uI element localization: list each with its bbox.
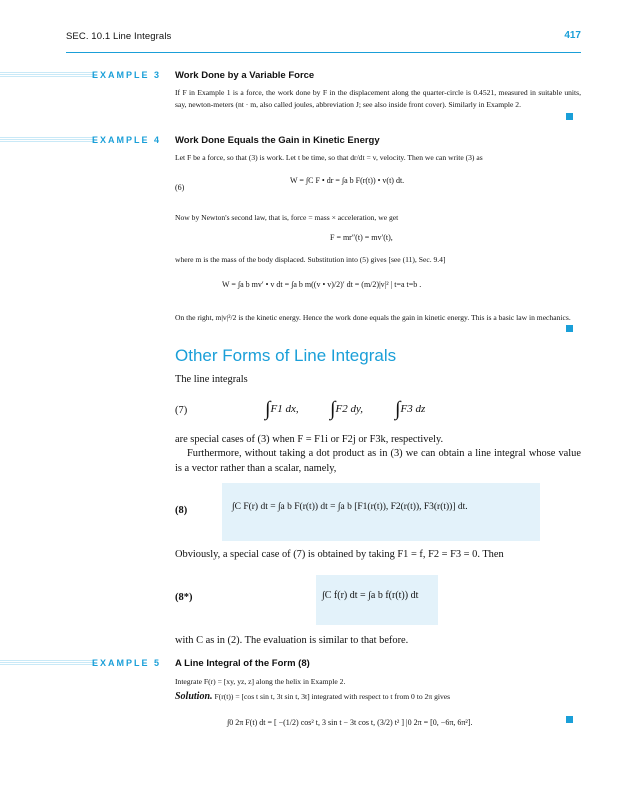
end-of-example-marker bbox=[566, 325, 573, 332]
example-5-solution bbox=[175, 691, 581, 703]
example-5 bbox=[0, 658, 639, 672]
example-rule bbox=[0, 72, 95, 77]
running-header bbox=[66, 28, 581, 44]
example-title: A Line Integral of the Form (8) bbox=[175, 658, 310, 669]
equation-8: ∫C F(r) dt = ∫a b F(r(t)) dt = ∫a b [F1(r(t)), F2(r(t)), F3(r(t))] dt. bbox=[232, 502, 468, 512]
example-4-text-2: Now by Newton's second law, that is, force = mass × acceleration, we get bbox=[175, 213, 399, 222]
eq7-term-c: F3 dz bbox=[400, 403, 426, 416]
equation-7c: ∫F3 dz bbox=[395, 398, 426, 420]
equation-7b: ∫F2 dy, bbox=[330, 398, 363, 420]
equation-number: (8*) bbox=[175, 592, 193, 603]
body-text-7: Obviously, a special case of (7) is obtained by taking F1 = f, F2 = F3 = 0. Then bbox=[175, 549, 504, 560]
example-label: EXAMPLE 3 bbox=[92, 70, 162, 80]
example-rule bbox=[0, 137, 95, 142]
equation-7a: ∫F1 dx, bbox=[265, 398, 299, 420]
example-4-text-4: On the right, m|v|²/2 is the kinetic energy. Hence the work done equals the gain in kinetic energy. This is a basic law in mechanics. bbox=[175, 313, 571, 322]
solution-text: F(r(t)) = [cos t sin t, 3t sin t, 3t] integrated with respect to t from 0 to 2π gives bbox=[214, 692, 451, 701]
example-3-text: If F in Example 1 is a force, the work done by F in the displacement along the quarter-circle is 0.4521, measured in suitable units, say, newton-meters (nt · m, also called joules, abbreviation J; see also inside front cover). Similarly in Example 2. bbox=[175, 88, 581, 109]
example-label: EXAMPLE 5 bbox=[92, 658, 162, 668]
eq7-term-b: F2 dy, bbox=[335, 403, 363, 416]
section-ref: SEC. 10.1 Line Integrals bbox=[66, 31, 172, 42]
result-equation: ∫0 2π F(t) dt = [ −(1/2) cos² t, 3 sin t − 3t cos t, (3/2) t² ] |0 2π = [0, −6π, 6π²]. bbox=[227, 718, 473, 727]
work-equation: W = ∫a b mv′ • v dt = ∫a b m((v • v)/2)′ dt = (m/2)|v|² | t=a t=b . bbox=[222, 280, 422, 289]
page-number: 417 bbox=[564, 30, 581, 41]
equation-6: W = ∫C F • dr = ∫a b F(r(t)) • v(t) dt. bbox=[290, 176, 405, 185]
example-4-text-3: where m is the mass of the body displaced. Substitution into (5) gives [see (11), Sec. 9.4] bbox=[175, 255, 446, 264]
end-of-example-marker bbox=[566, 716, 573, 723]
example-title: Work Done Equals the Gain in Kinetic Energy bbox=[175, 135, 380, 146]
solution-label: Solution. bbox=[175, 691, 213, 702]
example-rule bbox=[0, 660, 95, 665]
example-4 bbox=[0, 135, 639, 149]
body-text-6: Furthermore, without taking a dot product as in (3) we can obtain a line integral whose value is a vector rather than a scalar, namely, bbox=[175, 448, 581, 474]
section-title: Other Forms of Line Integrals bbox=[175, 346, 397, 365]
end-of-example-marker bbox=[566, 113, 573, 120]
header-rule bbox=[66, 52, 581, 53]
example-4-text-1: Let F be a force, so that (3) is work. Let t be time, so that dr/dt = v, velocity. Then we can write (3) as bbox=[175, 153, 483, 162]
equation-number: (8) bbox=[175, 505, 188, 516]
newton-equation: F = mr″(t) = mv′(t), bbox=[330, 233, 393, 242]
body-text-5: are special cases of (3) when F = F1i or F2j or F3k, respectively. bbox=[175, 434, 444, 445]
example-title: Work Done by a Variable Force bbox=[175, 70, 315, 81]
eq7-term-a: F1 dx, bbox=[270, 403, 299, 416]
equation-8-box bbox=[222, 483, 540, 541]
body-text-8: with C as in (2). The evaluation is similar to that before. bbox=[175, 635, 409, 646]
equation-8-star: ∫C f(r) dt = ∫a b f(r(t)) dt bbox=[322, 590, 419, 601]
example-5-text: Integrate F(r) = [xy, yz, z] along the helix in Example 2. bbox=[175, 677, 346, 686]
intro-text: The line integrals bbox=[175, 374, 248, 385]
example-label: EXAMPLE 4 bbox=[92, 135, 162, 145]
equation-number: (6) bbox=[175, 183, 185, 192]
equation-number: (7) bbox=[175, 405, 188, 416]
